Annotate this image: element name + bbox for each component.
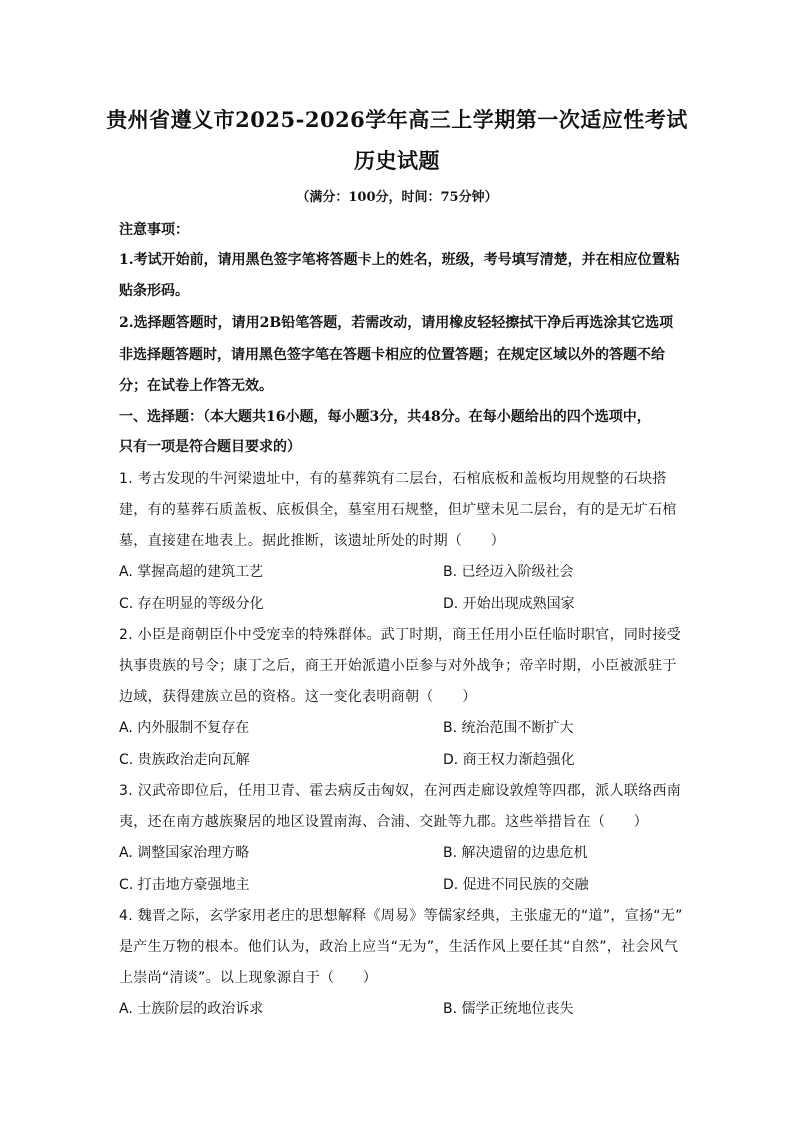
question-4-option-b[interactable]: B. 儒学正统地位丧失 xyxy=(443,1001,574,1017)
notes-line: 贴条形码。 xyxy=(119,283,189,299)
question-3-stem: 夷，还在南方越族聚居的地区设置南海、合浦、交趾等九郡。这些举措旨在（ ） xyxy=(119,814,649,830)
question-1-option-c[interactable]: C. 存在明显的等级分化 xyxy=(119,596,264,612)
question-3-option-d[interactable]: D. 促进不同民族的交融 xyxy=(443,877,589,893)
section-heading: 只有一项是符合题目要求的） xyxy=(119,439,301,455)
question-1-option-a[interactable]: A. 掌握高超的建筑工艺 xyxy=(119,564,264,580)
notes-line: 2.选择题答题时，请用2B铅笔答题，若需改动，请用橡皮轻轻擦拭干净后再选涂其它选项 xyxy=(119,315,674,331)
question-3-option-b[interactable]: B. 解决遗留的边患危机 xyxy=(443,845,588,861)
question-4-stem: 4. 魏晋之际，玄学家用老庄的思想解释《周易》等儒家经典，主张虚无的“道”，宣扬“无” xyxy=(119,908,683,924)
section-heading: 一、选择题：（本大题共16小题，每小题3分，共48分。在每小题给出的四个选项中， xyxy=(119,409,651,425)
exam-title-line2: 历史试题 xyxy=(354,148,440,173)
question-2-option-d[interactable]: D. 商王权力渐趋强化 xyxy=(443,752,575,768)
notes-line: 非选择题答题时，请用黑色签字笔在答题卡相应的位置答题；在规定区域以外的答题不给 xyxy=(119,347,665,363)
question-2-stem: 2. 小臣是商朝臣仆中受宠幸的特殊群体。武丁时期，商王任用小臣任临时职官，同时接受 xyxy=(119,627,682,643)
question-1-stem: 建，有的墓葬石质盖板、底板俱全，墓室用石规整，但圹壁未见二层台，有的是无圹石棺 xyxy=(119,502,677,518)
question-1-option-b[interactable]: B. 已经迈入阶级社会 xyxy=(443,564,574,580)
question-4-stem: 上崇尚“清谈”。以上现象源自于（ ） xyxy=(119,970,378,986)
question-2-stem: 边域，获得建族立邑的资格。这一变化表明商朝（ ） xyxy=(119,689,477,705)
notes-line: 分；在试卷上作答无效。 xyxy=(119,378,273,394)
notes-line: 1.考试开始前，请用黑色签字笔将答题卡上的姓名，班级，考号填写清楚，并在相应位置粘 xyxy=(119,252,680,268)
question-3-stem: 3. 汉武帝即位后，任用卫青、霍去病反击匈奴，在河西走廊设敦煌等四郡，派人联络西南 xyxy=(119,783,682,799)
question-3-option-a[interactable]: A. 调整国家治理方略 xyxy=(119,845,250,861)
exam-subtitle: （满分：100分，时间：75分钟） xyxy=(296,190,498,205)
question-3-option-c[interactable]: C. 打击地方豪强地主 xyxy=(119,877,250,893)
notes-heading: 注意事项： xyxy=(119,222,189,238)
question-2-stem: 执事贵族的号令；康丁之后，商王开始派遣小臣参与对外战争；帝辛时期，小臣被派驻于 xyxy=(119,658,677,674)
question-4-stem: 是产生万物的根本。他们认为，政治上应当“无为”，生活作风上要任其“自然”，社会风气 xyxy=(119,939,679,955)
question-2-option-c[interactable]: C. 贵族政治走向瓦解 xyxy=(119,752,250,768)
question-1-option-d[interactable]: D. 开始出现成熟国家 xyxy=(443,596,575,612)
question-4-option-a[interactable]: A. 士族阶层的政治诉求 xyxy=(119,1001,264,1017)
question-2-option-a[interactable]: A. 内外服制不复存在 xyxy=(119,720,250,736)
question-1-stem: 1. 考古发现的牛河梁遗址中，有的墓葬筑有二层台，石棺底板和盖板均用规整的石块搭 xyxy=(119,471,667,487)
question-2-option-b[interactable]: B. 统治范围不断扩大 xyxy=(443,720,574,736)
question-1-stem: 墓，直接建在地表上。据此推断，该遗址所处的时期（ ） xyxy=(119,533,506,549)
exam-title-line1: 贵州省遵义市2025-2026学年高三上学期第一次适应性考试 xyxy=(106,107,688,132)
